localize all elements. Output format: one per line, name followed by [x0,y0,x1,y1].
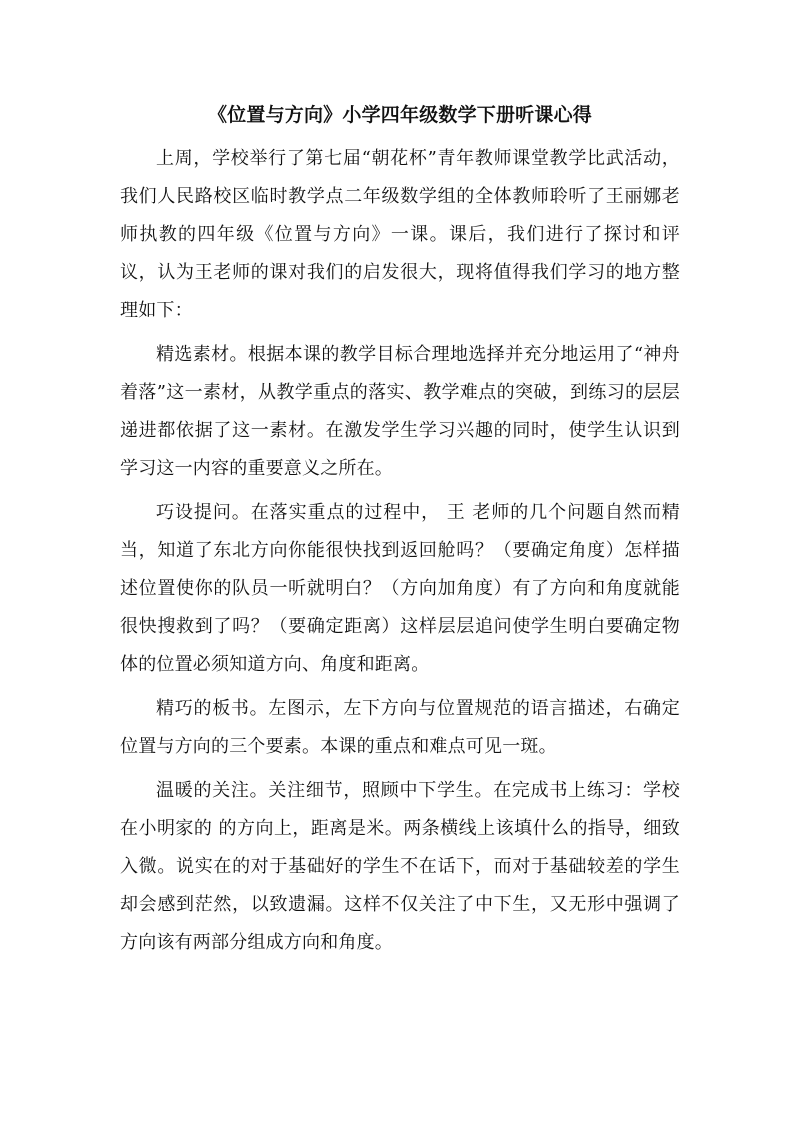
paragraph-blackboard: 精巧的板书。左图示，左下方向与位置规范的语言描述，右确定位置与方向的三个要素。本课的重点和难点可见一斑。 [120,698,680,757]
paragraph-materials: 精选素材。根据本课的教学目标合理地选择并充分地运用了“神舟着落”这一素材，从教学重点的落实、教学难点的突破，到练习的层层递进都依据了这一素材。在激发学生学习兴趣的同时，使学生认识到学习这一内容的重要意义之所在。 [120,344,680,479]
document-title: 《位置与方向》小学四年级数学下册听课心得 [207,104,592,126]
paragraph-care: 温暖的关注。关注细节，照顾中下学生。在完成书上练习：学校在小明家的 的方向上，距离是米。两条横线上该填什么的指导，细致入微。说实在的对于基础好的学生不在话下，而对于基础较差的学生却会感到茫然，以致遗漏。这样不仅关注了中下生，又无形中强调了方向该有两部分组成方向和角度。 [120,780,680,953]
document-body [120,100,680,962]
paragraph-questions: 巧设提问。在落实重点的过程中， 王 老师的几个问题自然而精当，知道了东北方向你能很快找到返回舱吗？（要确定角度）怎样描述位置使你的队员一听就明白？（方向加角度）有了方向和角度就能很快搜救到了吗？（要确定距离）这样层层追问使学生明白要确定物体的位置必须知道方向、角度和距离。 [120,502,680,675]
paragraph-intro: 上周，学校举行了第七届“朝花杯”青年教师课堂教学比武活动，我们人民路校区临时教学点二年级数学组的全体教师聆听了王丽娜老师执教的四年级《位置与方向》一课。课后，我们进行了探讨和评议，认为王老师的课对我们的启发很大，现将值得我们学习的地方整理如下： [120,148,680,321]
